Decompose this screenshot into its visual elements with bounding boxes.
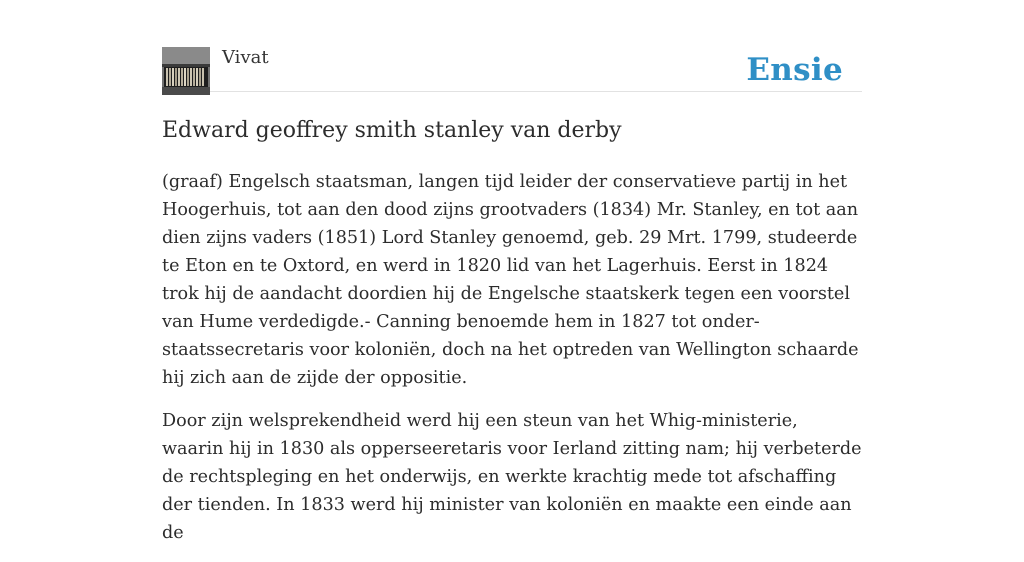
article-title: Edward geoffrey smith stanley van derby bbox=[162, 118, 622, 143]
brand-logo[interactable]: Ensie bbox=[746, 52, 843, 88]
bookshelf-avatar-icon[interactable] bbox=[162, 47, 210, 95]
article-body bbox=[162, 168, 862, 562]
article-paragraph: (graaf) Engelsch staatsman, langen tijd leider der conservatieve partij in het Hoogerhuis, tot aan den dood zijns grootvaders (1834) Mr. Stanley, en tot aan dien zijns vaders (1851) Lord Stanley genoemd, geb. 29 Mrt. 1799, studeerde te Eton en te Oxtord, en werd in 1820 lid van het Lagerhuis. Eerst in 1824 trok hij de aandacht doordien hij de Engelsche staatskerk tegen een voorstel van Hume verdedigde.- Canning benoemde hem in 1827 tot onder-staatssecretaris voor koloniën, doch na het optreden van Wellington schaarde hij zich aan de zijde der oppositie. bbox=[162, 172, 859, 388]
article-header bbox=[162, 46, 862, 92]
article-page bbox=[162, 0, 862, 543]
article-paragraph: Door zijn welsprekendheid werd hij een steun van het Whig-ministerie, waarin hij in 1830 als opperseeretaris voor Ierland zitting nam; hij verbeterde de rechtspleging en het onderwijs, en werkte krachtig mede tot afschaffing der tienden. In 1833 werd hij minister van koloniën en maakte een einde aan de bbox=[162, 411, 862, 543]
author-name[interactable]: Vivat bbox=[222, 47, 269, 68]
